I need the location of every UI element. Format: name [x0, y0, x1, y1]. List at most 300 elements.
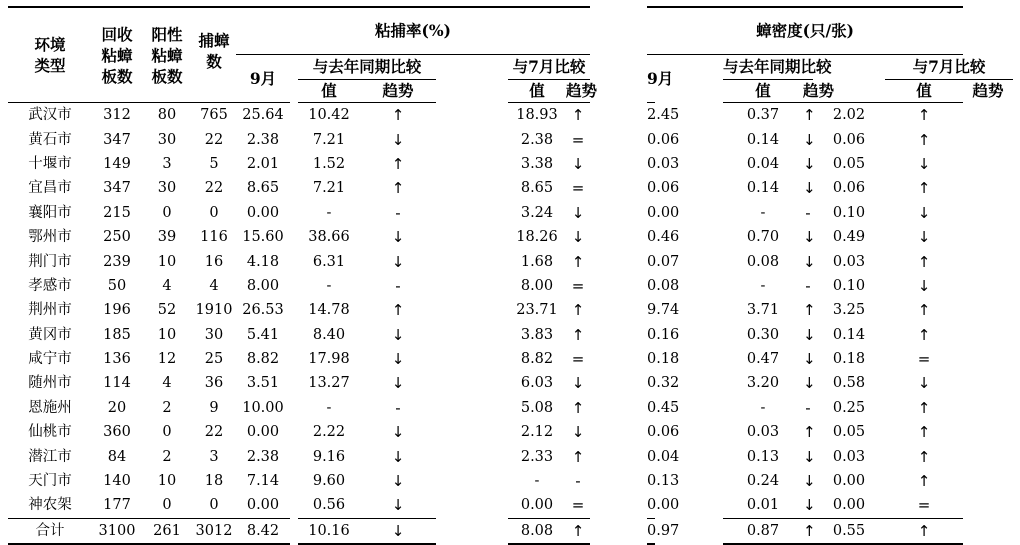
cell-rate-ly-trend: - — [395, 276, 401, 295]
cell-rate-jul-trend: ↑ — [566, 518, 590, 544]
cell-den-sep: 0.18 — [647, 351, 680, 368]
header-recovered-line2: 粘蟑 — [101, 45, 133, 65]
cell-rate-ly-trend: ↓ — [391, 447, 405, 466]
cell-rate-ly-val: 10.16 — [298, 518, 360, 544]
cell-name: 天门市 — [28, 473, 72, 490]
cell-rate-jul-val: 18.93 — [508, 103, 566, 128]
cell-rate-sep: 4.18 — [246, 253, 280, 270]
cell-den-sep: 0.03 — [647, 155, 680, 172]
cell-den-jul-trend: ↓ — [917, 154, 931, 173]
cell-den-jul-val: 0.18 — [832, 351, 866, 368]
cell-den-jul-val: 0.10 — [832, 277, 866, 294]
cell-gap — [590, 469, 647, 493]
table-row — [8, 249, 1013, 273]
cell-rate-ly-trend: ↓ — [391, 472, 405, 491]
cell-rate-ly-val: 1.52 — [312, 155, 346, 172]
cell-gap — [590, 225, 647, 249]
cell-gap — [290, 493, 298, 518]
cell-positive: 261 — [142, 518, 192, 544]
cell-gap — [290, 469, 298, 493]
cell-den-sep: 0.06 — [647, 424, 680, 441]
cell-rate-jul-val: 18.26 — [516, 229, 558, 246]
cell-rate-ly-val: 2.22 — [312, 424, 346, 441]
cell-gap — [590, 127, 647, 151]
cell-gap — [290, 249, 298, 273]
cell-rate-jul-trend: ↑ — [571, 325, 585, 344]
cell-name: 恩施州 — [28, 399, 72, 416]
cell-den-ly-trend: ↑ — [803, 103, 813, 128]
header-gap — [436, 80, 508, 103]
table-row — [8, 201, 1013, 225]
cell-gap — [290, 176, 298, 200]
table-row — [8, 493, 1013, 518]
cell-rate-jul-val: 3.38 — [520, 155, 554, 172]
header-density-sep: 9月 — [647, 68, 674, 88]
cell-name: 随州市 — [28, 375, 72, 392]
header-caught-line2: 数 — [206, 52, 222, 71]
cell-den-jul-val: 2.02 — [813, 103, 885, 128]
cell-den-sep: 0.08 — [647, 277, 680, 294]
cell-gap — [290, 298, 298, 322]
cell-gap — [436, 127, 508, 151]
cell-caught: 765 — [192, 103, 236, 128]
cell-caught: 22 — [204, 180, 224, 197]
cell-rate-jul-trend: ↓ — [571, 423, 585, 442]
cell-rate-ly-trend: ↓ — [391, 228, 405, 247]
cell-positive: 0 — [162, 204, 172, 221]
cell-positive: 30 — [157, 131, 177, 148]
table-row — [8, 444, 1013, 468]
header-rate-jul-trend: 趋势 — [566, 81, 598, 100]
cell-rate-sep: 2.01 — [246, 155, 280, 172]
cell-den-ly-trend: - — [805, 398, 811, 417]
cell-den-jul-val: 0.49 — [832, 229, 866, 246]
cell-rate-jul-trend: = — [571, 179, 585, 198]
cell-gap — [590, 274, 647, 298]
cell-den-sep: 0.32 — [647, 375, 680, 392]
cell-den-jul-trend: ↑ — [917, 447, 931, 466]
cell-gap — [590, 176, 647, 200]
cell-rate-ly-val: 10.42 — [298, 103, 360, 128]
cell-gap — [436, 469, 508, 493]
cell-rate-sep: 3.51 — [246, 375, 280, 392]
cell-name: 黄冈市 — [28, 326, 72, 343]
cell-den-jul-trend: ↑ — [917, 423, 931, 442]
cell-rate-sep: 15.60 — [242, 229, 284, 246]
cell-gap — [436, 103, 508, 128]
header-gap — [590, 7, 647, 55]
cell-den-ly-val: - — [760, 204, 766, 221]
cell-gap — [436, 152, 508, 176]
cell-rate-jul-trend: = — [571, 350, 585, 369]
cell-den-ly-val: 0.13 — [746, 448, 780, 465]
cell-den-ly-val: 0.14 — [746, 180, 780, 197]
cell-gap — [290, 127, 298, 151]
header-positive-line1: 阳性 — [151, 24, 183, 44]
header-recovered-line1: 回收 — [101, 24, 133, 44]
cell-rate-sep: 0.00 — [246, 204, 280, 221]
cell-recovered: 347 — [103, 131, 131, 148]
cell-rate-jul-val: 6.03 — [520, 375, 554, 392]
cell-den-jul-val: 0.06 — [832, 131, 866, 148]
cell-rate-ly-trend: ↓ — [391, 496, 405, 515]
cell-rate-ly-val: 14.78 — [308, 302, 350, 319]
cell-gap — [436, 249, 508, 273]
cell-caught: 1910 — [195, 302, 233, 319]
cell-rate-sep: 25.64 — [236, 103, 290, 128]
cell-den-jul-val: 0.55 — [813, 518, 885, 544]
cell-rate-sep: 8.65 — [246, 180, 280, 197]
cell-rate-sep: 5.41 — [246, 326, 280, 343]
cell-rate-ly-val: 38.66 — [308, 229, 350, 246]
header-rate-vs-july: 与7月比较 — [508, 55, 590, 80]
cell-den-ly-val: - — [760, 399, 766, 416]
cell-den-ly-val: 0.30 — [746, 326, 780, 343]
table-row — [8, 152, 1013, 176]
cell-den-sep: 2.45 — [647, 103, 655, 128]
cell-den-jul-trend: ↑ — [885, 103, 963, 128]
cell-name: 襄阳市 — [28, 204, 72, 221]
header-capture-rate: 粘捕率(%) — [236, 7, 590, 55]
header-rate-ly-value: 值 — [321, 81, 337, 100]
cell-rate-jul-trend: ↑ — [571, 398, 585, 417]
cell-name: 黄石市 — [28, 131, 72, 148]
cell-gap — [590, 347, 647, 371]
cell-den-jul-val: 0.14 — [832, 326, 866, 343]
cell-name: 鄂州市 — [28, 229, 72, 246]
cell-gap — [436, 371, 508, 395]
cell-positive: 80 — [142, 103, 192, 128]
cell-gap — [436, 323, 508, 347]
cell-positive: 10 — [157, 326, 177, 343]
cell-caught: 0 — [209, 497, 219, 514]
cell-caught: 22 — [204, 424, 224, 441]
cell-den-jul-trend: ↑ — [917, 325, 931, 344]
cell-recovered: 250 — [103, 229, 131, 246]
cell-den-ly-trend: ↑ — [803, 301, 816, 320]
header-rate-jul-value: 值 — [529, 81, 545, 100]
cockroach-monitoring-table — [8, 6, 1013, 545]
cell-caught: 0 — [209, 204, 219, 221]
cell-rate-sep: 0.00 — [246, 497, 280, 514]
cell-den-jul-val: 0.10 — [832, 204, 866, 221]
cell-gap — [436, 347, 508, 371]
cell-positive: 2 — [162, 399, 172, 416]
cell-den-ly-trend: ↓ — [803, 130, 816, 149]
cell-rate-sep: 2.38 — [246, 131, 280, 148]
cell-caught: 30 — [204, 326, 224, 343]
cell-caught: 18 — [204, 473, 224, 490]
cell-den-ly-val: 0.47 — [746, 351, 780, 368]
cell-gap — [290, 323, 298, 347]
table-row — [8, 274, 1013, 298]
cell-den-jul-val: 0.03 — [832, 253, 866, 270]
cell-den-jul-trend: ↓ — [917, 374, 931, 393]
cell-rate-jul-trend: ↑ — [571, 252, 585, 271]
cell-gap — [590, 371, 647, 395]
cell-den-jul-val: 0.25 — [832, 399, 866, 416]
header-caught-line1: 捕蟑 — [198, 31, 230, 50]
cell-name: 荆州市 — [28, 302, 72, 319]
cell-den-ly-val: 0.03 — [746, 424, 780, 441]
cell-den-sep: 0.13 — [647, 473, 680, 490]
cell-positive: 10 — [157, 253, 177, 270]
cell-name: 潜江市 — [28, 448, 72, 465]
cell-rate-jul-trend: ↑ — [566, 103, 590, 128]
header-density: 蟑密度(只/张) — [647, 7, 963, 55]
cell-den-ly-val: 0.24 — [746, 473, 780, 490]
header-positive — [142, 7, 192, 103]
cell-recovered: 347 — [103, 180, 131, 197]
header-env-type — [8, 7, 92, 103]
cell-rate-jul-trend: = — [571, 496, 585, 515]
cell-gap — [290, 201, 298, 225]
header-density-jul-value: 值 — [916, 81, 932, 100]
cell-den-ly-trend: ↑ — [803, 423, 816, 442]
cell-gap — [436, 298, 508, 322]
table-row — [8, 176, 1013, 200]
cell-den-ly-trend: ↓ — [803, 447, 816, 466]
cell-den-ly-trend: - — [805, 203, 811, 222]
table-row — [8, 323, 1013, 347]
cell-den-ly-trend: ↓ — [803, 496, 816, 515]
cell-positive: 3 — [162, 155, 172, 172]
cell-caught: 9 — [209, 399, 219, 416]
table-row — [8, 347, 1013, 371]
table-body — [8, 103, 1013, 545]
cell-den-ly-trend: - — [805, 276, 811, 295]
cell-gap — [290, 225, 298, 249]
cell-gap — [590, 323, 647, 347]
cell-den-sep: 0.16 — [647, 326, 680, 343]
cell-gap — [590, 201, 647, 225]
cell-den-ly-val: 0.14 — [746, 131, 780, 148]
cell-rate-sep: 2.38 — [246, 448, 280, 465]
cell-gap — [590, 249, 647, 273]
cell-name: 武汉市 — [8, 103, 92, 128]
cell-rate-jul-val: 0.00 — [520, 497, 554, 514]
header-gap — [290, 80, 298, 103]
cell-rate-ly-val: 13.27 — [308, 375, 350, 392]
cell-den-sep: 0.45 — [647, 399, 680, 416]
cell-rate-ly-trend: ↓ — [391, 423, 405, 442]
cell-gap — [436, 420, 508, 444]
cell-caught: 3 — [209, 448, 219, 465]
cell-gap — [590, 103, 647, 128]
cell-name: 咸宁市 — [28, 351, 72, 368]
header-positive-line2: 粘蟑 — [151, 45, 183, 65]
cell-positive: 2 — [162, 448, 172, 465]
cell-recovered: 20 — [107, 399, 127, 416]
cell-rate-jul-val: 5.08 — [520, 399, 554, 416]
table-row — [8, 371, 1013, 395]
cell-gap — [590, 396, 647, 420]
cell-rate-ly-trend: ↓ — [360, 518, 436, 544]
cell-rate-sep: 26.53 — [242, 302, 284, 319]
cell-rate-ly-val: 9.16 — [312, 448, 346, 465]
cell-recovered: 84 — [107, 448, 127, 465]
cell-gap — [290, 420, 298, 444]
cell-gap — [290, 371, 298, 395]
cell-den-ly-val: 3.20 — [746, 375, 780, 392]
header-rate-vs-last-year: 与去年同期比较 — [298, 55, 436, 80]
cell-rate-ly-trend: ↑ — [360, 103, 436, 128]
cell-recovered: 239 — [103, 253, 131, 270]
header-gap — [290, 55, 298, 80]
cell-den-ly-trend: ↓ — [803, 179, 816, 198]
cell-den-sep: 0.97 — [647, 518, 655, 544]
cell-den-jul-val: 0.58 — [832, 375, 866, 392]
cell-gap — [290, 347, 298, 371]
cell-den-jul-trend: ↑ — [917, 179, 931, 198]
cell-name: 仙桃市 — [28, 424, 72, 441]
header-density-vs-last-year: 与去年同期比较 — [723, 55, 813, 80]
cell-den-ly-val: 0.01 — [746, 497, 780, 514]
header-gap — [436, 55, 508, 80]
cell-rate-jul-trend: = — [571, 130, 585, 149]
header-recovered — [92, 7, 142, 103]
cell-rate-jul-trend: = — [571, 276, 585, 295]
cell-den-ly-val: 0.70 — [746, 229, 780, 246]
cell-gap — [590, 298, 647, 322]
cell-recovered: 50 — [107, 277, 127, 294]
cell-rate-ly-val: - — [326, 204, 332, 221]
cell-den-ly-trend: ↓ — [803, 350, 816, 369]
table-row — [8, 396, 1013, 420]
cell-rate-jul-val: 23.71 — [516, 302, 558, 319]
header-recovered-line3: 板数 — [101, 66, 133, 86]
header-rate-sep: 9月 — [249, 68, 277, 88]
cell-rate-jul-val: 3.24 — [520, 204, 554, 221]
cell-name: 神农架 — [28, 497, 72, 514]
cell-den-jul-trend: = — [917, 350, 931, 369]
cell-den-sep: 0.04 — [647, 448, 680, 465]
cell-rate-ly-val: 9.60 — [312, 473, 346, 490]
cell-rate-jul-val: 2.12 — [520, 424, 554, 441]
cell-positive: 12 — [157, 351, 177, 368]
cell-name: 荆门市 — [28, 253, 72, 270]
cell-gap — [290, 518, 298, 544]
cell-rate-ly-trend: ↑ — [391, 301, 405, 320]
cell-gap — [290, 152, 298, 176]
cockroach-monitoring-table-container — [8, 6, 1013, 545]
cell-recovered: 185 — [103, 326, 131, 343]
cell-caught: 4 — [209, 277, 219, 294]
cell-den-jul-val: 0.03 — [832, 448, 866, 465]
cell-den-ly-val: 3.71 — [746, 302, 780, 319]
cell-den-ly-val: 0.08 — [746, 253, 780, 270]
header-density-ly-value: 值 — [755, 81, 771, 100]
header-env-type-line1: 环境 — [34, 35, 66, 54]
cell-rate-sep: 7.14 — [246, 473, 280, 490]
cell-den-ly-trend: ↓ — [803, 472, 816, 491]
cell-den-ly-trend: ↓ — [803, 325, 816, 344]
cell-gap — [436, 225, 508, 249]
cell-gap — [436, 396, 508, 420]
cell-recovered: 114 — [103, 375, 131, 392]
cell-den-sep: 0.00 — [647, 497, 680, 514]
table-row — [8, 225, 1013, 249]
cell-gap — [436, 176, 508, 200]
cell-gap — [590, 152, 647, 176]
cell-rate-ly-val: 0.56 — [312, 497, 346, 514]
cell-den-jul-val: 3.25 — [832, 302, 866, 319]
cell-caught: 116 — [200, 229, 228, 246]
cell-den-jul-val: 0.00 — [832, 497, 866, 514]
cell-recovered: 136 — [103, 351, 131, 368]
cell-positive: 0 — [162, 424, 172, 441]
cell-den-sep: 9.74 — [647, 302, 680, 319]
cell-caught: 25 — [204, 351, 224, 368]
cell-recovered: 177 — [103, 497, 131, 514]
cell-rate-jul-val: 1.68 — [520, 253, 554, 270]
cell-den-jul-trend: = — [917, 496, 931, 515]
cell-den-jul-val: 0.00 — [832, 473, 866, 490]
cell-recovered: 149 — [103, 155, 131, 172]
cell-rate-jul-val: 3.83 — [520, 326, 554, 343]
cell-rate-ly-trend: ↓ — [391, 130, 405, 149]
cell-gap — [290, 103, 298, 128]
cell-den-ly-val: - — [760, 277, 766, 294]
cell-den-sep: 0.00 — [647, 204, 680, 221]
table-row — [8, 103, 1013, 128]
cell-den-jul-trend: ↑ — [885, 518, 963, 544]
cell-den-jul-val: 0.06 — [832, 180, 866, 197]
cell-den-jul-trend: ↓ — [917, 276, 931, 295]
cell-positive: 4 — [162, 375, 172, 392]
cell-den-ly-val: 0.87 — [723, 518, 803, 544]
cell-den-jul-trend: ↑ — [917, 252, 931, 271]
cell-den-jul-trend: ↓ — [917, 203, 931, 222]
header-density-ly-trend: 趋势 — [803, 81, 835, 100]
cell-gap — [590, 493, 647, 518]
cell-name: 十堰市 — [28, 155, 72, 172]
cell-rate-ly-trend: ↑ — [391, 179, 405, 198]
cell-rate-jul-trend: ↓ — [571, 203, 585, 222]
cell-positive: 30 — [157, 180, 177, 197]
cell-rate-jul-val: 2.38 — [520, 131, 554, 148]
cell-rate-ly-trend: ↓ — [391, 350, 405, 369]
cell-den-ly-trend: ↑ — [803, 518, 813, 544]
header-density-vs-july: 与7月比较 — [885, 55, 1013, 80]
cell-caught: 36 — [204, 375, 224, 392]
cell-gap — [590, 420, 647, 444]
cell-den-jul-trend: ↑ — [917, 130, 931, 149]
cell-den-jul-trend: ↓ — [917, 228, 931, 247]
cell-recovered: 3100 — [92, 518, 142, 544]
cell-gap — [590, 444, 647, 468]
cell-den-jul-val: 0.05 — [832, 155, 866, 172]
cell-rate-ly-val: - — [326, 277, 332, 294]
cell-name: 宜昌市 — [28, 180, 72, 197]
cell-gap — [436, 444, 508, 468]
cell-rate-jul-trend: ↓ — [571, 228, 585, 247]
cell-gap — [436, 493, 508, 518]
cell-rate-sep: 10.00 — [242, 399, 284, 416]
header-gap — [590, 55, 647, 103]
cell-name: 合计 — [8, 518, 92, 544]
cell-den-ly-trend: ↓ — [803, 228, 816, 247]
cell-gap — [436, 518, 508, 544]
table-row — [8, 298, 1013, 322]
table-row-total — [8, 518, 1013, 544]
cell-rate-ly-trend: - — [395, 398, 401, 417]
cell-gap — [436, 201, 508, 225]
cell-rate-sep: 0.00 — [246, 424, 280, 441]
cell-name: 孝感市 — [28, 277, 72, 294]
cell-gap — [436, 274, 508, 298]
cell-den-ly-val: 0.04 — [746, 155, 780, 172]
